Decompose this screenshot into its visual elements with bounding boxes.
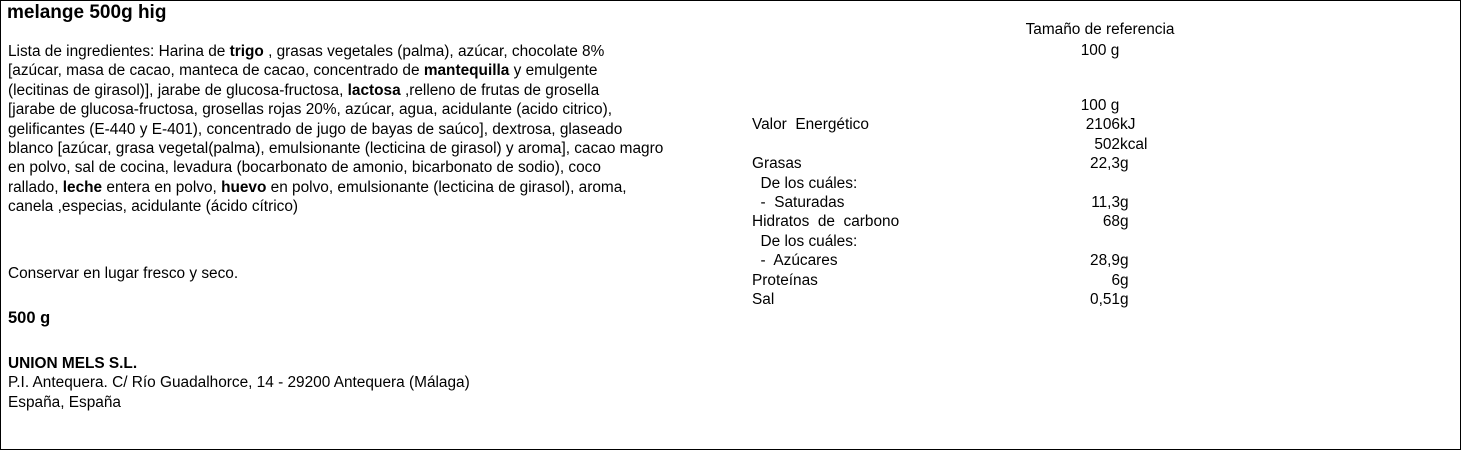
nutrient-label: De los cuáles: — [752, 174, 858, 192]
nutrient-label: Sal — [752, 290, 775, 308]
ingredient-text: blanco [azúcar, grasa vegetal(palma), emulsionante (lecticina de girasol) y aroma], cacao magro — [8, 140, 664, 158]
nutrient-value: 0,51 — [1090, 290, 1120, 308]
ingredients-line — [8, 158, 728, 177]
nutrition-row — [752, 213, 1152, 232]
nutrient-unit: kcal — [1120, 135, 1148, 153]
nutrition-header: 100 g — [1080, 97, 1120, 114]
nutrition-row — [752, 116, 1152, 135]
ingredient-text: [jarabe de glucosa-fructosa, grosellas rojas 20%, azúcar, agua, acidulante (acido citrico), — [8, 101, 612, 119]
company-info — [8, 354, 470, 412]
nutrient-unit: g — [1120, 213, 1129, 231]
ingredient-text: rallado, — [8, 178, 63, 196]
nutrient-value: 68 — [1102, 213, 1120, 231]
ingredient-text: ,relleno de frutas de grosella — [400, 81, 600, 99]
nutrient-label: Grasas — [752, 155, 802, 173]
nutrient-unit: g — [1120, 290, 1129, 308]
nutrient-value: 502 — [1094, 135, 1120, 153]
reference-size-label: Tamaño de referencia — [1025, 21, 1175, 38]
ingredient-text: [azúcar, masa de cacao, manteca de cacao, concentrado de — [8, 62, 424, 80]
nutrient-value: 28,9 — [1090, 252, 1120, 270]
nutrient-unit: g — [1120, 193, 1129, 211]
ingredients-line — [8, 120, 728, 139]
ingredient-text: y emulgente — [509, 62, 598, 80]
allergen-text: leche — [62, 178, 103, 196]
ingredients-line — [8, 178, 728, 197]
product-title: melange 500g hig — [7, 2, 167, 23]
allergen-text: huevo — [221, 178, 267, 196]
ingredients-line — [8, 197, 728, 216]
nutrient-value: 11,3 — [1091, 193, 1120, 211]
nutrition-row — [752, 155, 1152, 174]
storage-instructions: Conservar en lugar fresco y seco. — [8, 265, 239, 282]
ingredient-text: gelificantes (E-440 y E-401), concentrado de jugo de bayas de saúco], dextrosa, glaseado — [8, 120, 623, 138]
nutrition-header-row — [752, 97, 1152, 116]
ingredients-line — [8, 81, 728, 100]
nutrition-row — [752, 291, 1152, 310]
nutrition-table — [752, 97, 1152, 310]
company-name: UNION MELS S.L. — [8, 355, 138, 372]
ingredient-text: en polvo, sal de cocina, levadura (bocarbonato de amonio, bicarbonato de sodio), coco — [8, 159, 601, 177]
nutrient-label: Valor Energético — [752, 116, 869, 134]
ingredients-list — [8, 42, 728, 217]
nutrient-unit: g — [1120, 155, 1129, 173]
nutrition-row — [752, 194, 1152, 213]
nutrient-label: Hidratos de carbono — [752, 213, 900, 231]
allergen-text: lactosa — [347, 81, 401, 99]
nutrient-label: De los cuáles: — [752, 232, 858, 250]
nutrient-label: - Azúcares — [752, 252, 838, 270]
nutrition-row — [752, 136, 1152, 155]
ingredient-text: entera en polvo, — [102, 178, 222, 196]
ingredients-line — [8, 42, 728, 61]
nutrition-row — [752, 272, 1152, 291]
ingredients-line — [8, 100, 728, 119]
company-address: P.I. Antequera. C/ Río Guadalhorce, 14 - 29200 Antequera (Málaga) — [8, 374, 470, 392]
ingredient-text: (lecitinas de girasol)], jarabe de glucosa-fructosa, — [8, 81, 348, 99]
nutrient-value: 22,3 — [1090, 155, 1120, 173]
nutrition-row — [752, 252, 1152, 271]
allergen-text: mantequilla — [423, 62, 510, 80]
nutrition-row — [752, 175, 1152, 194]
reference-size-quantity: 100 g — [1080, 42, 1120, 59]
nutrient-unit: kJ — [1120, 116, 1136, 134]
nutrient-label: Proteínas — [752, 271, 818, 289]
ingredient-text: en polvo, emulsionante (lecticina de girasol), aroma, — [266, 178, 627, 196]
ingredients-line — [8, 139, 728, 158]
nutrient-value: 2106 — [1085, 116, 1120, 134]
company-country: España, España — [8, 393, 121, 411]
nutrition-row — [752, 233, 1152, 252]
ingredient-text: , grasas vegetales (palma), azúcar, chocolate 8% — [263, 43, 605, 60]
nutrient-label: - Saturadas — [752, 193, 845, 211]
allergen-text: trigo — [229, 43, 264, 60]
net-weight: 500 g — [8, 309, 51, 327]
nutrient-value: 6 — [1111, 271, 1120, 289]
ingredients-line — [8, 61, 728, 80]
nutrient-unit: g — [1120, 271, 1129, 289]
ingredient-text: Lista de ingredientes: Harina de — [8, 43, 230, 60]
ingredient-text: canela ,especias, acidulante (ácido cítrico) — [8, 198, 299, 216]
nutrient-unit: g — [1120, 252, 1129, 270]
